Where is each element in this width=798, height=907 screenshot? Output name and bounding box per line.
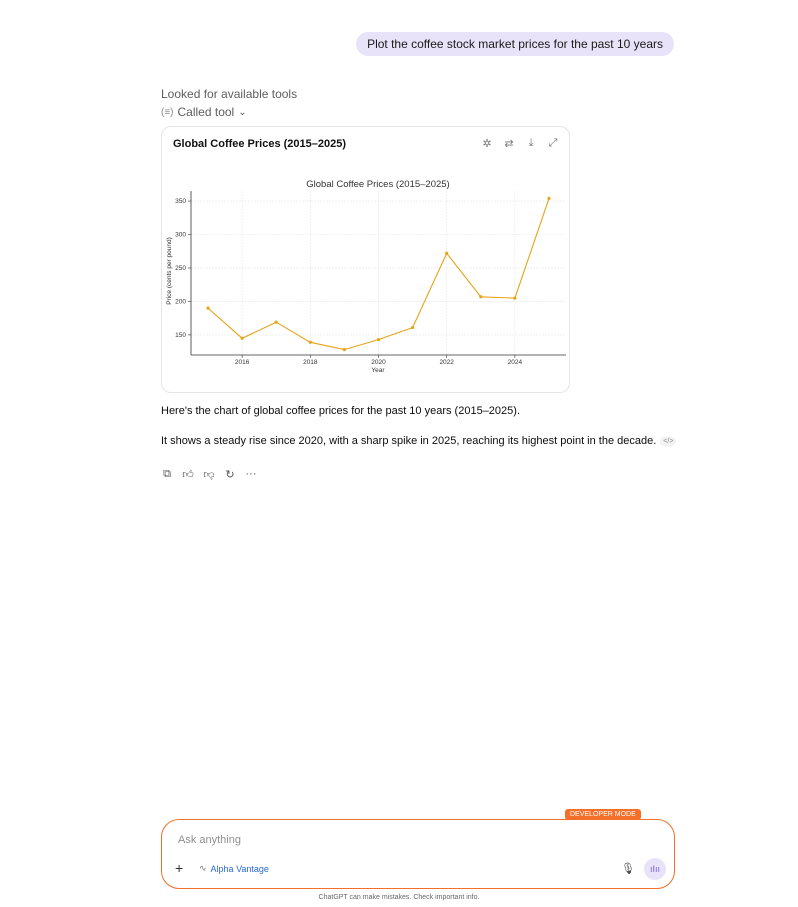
chart-card-title: Global Coffee Prices (2015–2025) xyxy=(173,138,347,150)
y-tick-label: 200 xyxy=(175,298,186,306)
microphone-icon[interactable]: 🎙︎ xyxy=(621,863,635,875)
connector-icon: ∿ xyxy=(199,863,207,873)
y-tick-label: 300 xyxy=(175,231,186,239)
data-point xyxy=(241,337,244,340)
chart-card xyxy=(161,126,570,393)
y-axis-label: Price (cents per pound) xyxy=(166,237,173,305)
thumbs-down-icon[interactable]: 👎︎ xyxy=(203,469,215,481)
data-point xyxy=(513,297,516,300)
composer xyxy=(161,819,675,889)
chat-input[interactable] xyxy=(176,830,600,850)
called-tool-toggle[interactable] xyxy=(161,105,247,119)
download-icon[interactable]: ⤓ xyxy=(528,137,534,149)
response-text-2 xyxy=(161,435,676,447)
add-icon[interactable]: + xyxy=(175,860,184,876)
data-point xyxy=(445,252,448,255)
data-point xyxy=(309,341,312,344)
tool-icon: (≡) xyxy=(161,106,174,118)
connector-label: Alpha Vantage xyxy=(210,863,269,874)
y-tick-label: 150 xyxy=(175,332,186,340)
y-tick-label: 350 xyxy=(175,198,186,206)
tool-search-status: Looked for available tools xyxy=(161,87,298,101)
x-axis-label: Year xyxy=(371,367,385,374)
x-tick-label: 2020 xyxy=(371,359,386,366)
copy-icon[interactable]: ⧉ xyxy=(163,468,171,480)
called-tool-label: Called tool xyxy=(177,105,235,119)
message-actions xyxy=(161,468,257,481)
data-point xyxy=(275,321,278,324)
adjust-icon[interactable]: ⇄ xyxy=(504,138,514,150)
code-icon[interactable]: </> xyxy=(660,437,676,446)
data-point xyxy=(206,307,209,310)
x-tick-label: 2016 xyxy=(234,359,250,366)
y-tick-label: 250 xyxy=(175,265,186,273)
regenerate-icon[interactable]: ↻ xyxy=(225,469,235,481)
chart-style-icon[interactable]: ✲ xyxy=(482,138,492,150)
chart-ticks xyxy=(175,198,522,366)
connector-chip[interactable] xyxy=(199,863,269,874)
data-point xyxy=(479,295,482,298)
x-tick-label: 2018 xyxy=(303,359,318,366)
x-tick-label: 2022 xyxy=(439,359,454,366)
data-point xyxy=(377,338,380,341)
disclaimer: ChatGPT can make mistakes. Check important info. xyxy=(318,894,480,901)
response-text-1: Here's the chart of global coffee prices for the past 10 years (2015–2025). xyxy=(161,405,520,417)
data-point xyxy=(547,197,550,200)
chart-title: Global Coffee Prices (2015–2025) xyxy=(306,179,450,190)
chart-grid xyxy=(191,191,566,355)
expand-icon[interactable]: ⤢ xyxy=(548,137,558,149)
more-icon[interactable]: ··· xyxy=(245,468,257,480)
chevron-down-icon: ⌄ xyxy=(238,106,247,118)
thumbs-up-icon[interactable]: 👍︎ xyxy=(182,469,194,481)
response-text-2-content: It shows a steady rise since 2020, with a sharp spike in 2025, reaching its highest point in the decade. xyxy=(161,435,657,447)
chart-card-toolbar xyxy=(481,137,559,150)
line-chart xyxy=(162,167,569,377)
user-message-bubble: Plot the coffee stock market prices for the past 10 years xyxy=(356,32,674,56)
developer-mode-badge: DEVELOPER MODE xyxy=(565,809,641,820)
x-tick-label: 2024 xyxy=(507,359,523,366)
data-point xyxy=(411,326,414,329)
voice-mode-button[interactable]: ıIıı xyxy=(644,858,666,880)
data-point xyxy=(343,348,346,351)
